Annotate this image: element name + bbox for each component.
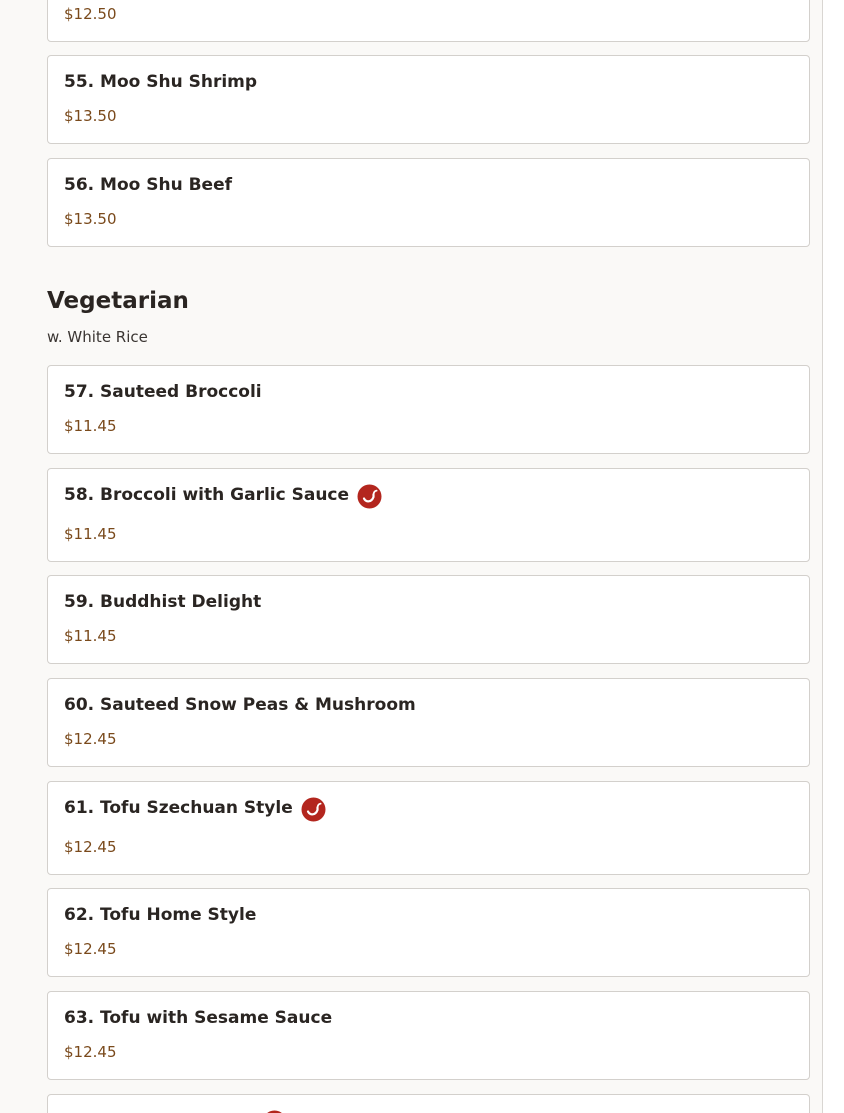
menu-item-price: $11.45 — [64, 627, 117, 645]
right-gutter — [823, 0, 844, 1113]
menu-item-name: 61. Tofu Szechuan Style — [64, 798, 293, 818]
menu-item-card[interactable] — [47, 575, 810, 664]
menu-item-card[interactable] — [47, 1094, 810, 1113]
menu-item-title-row — [64, 484, 382, 506]
menu-item-price: $12.45 — [64, 730, 117, 748]
menu-item-name: 59. Buddhist Delight — [64, 592, 262, 612]
menu-item-card[interactable] — [47, 468, 810, 562]
menu-item-price: $13.50 — [64, 107, 117, 125]
menu-item-price: $12.45 — [64, 1043, 117, 1061]
menu-item-title-row — [64, 797, 326, 819]
section-subtitle: w. White Rice — [47, 328, 148, 346]
menu-item-name: 62. Tofu Home Style — [64, 905, 257, 925]
menu-item-name: 56. Moo Shu Beef — [64, 175, 233, 195]
menu-item-price: $11.45 — [64, 525, 117, 543]
chili-pepper-icon — [357, 484, 382, 509]
menu-item-price: $12.50 — [64, 5, 117, 23]
menu-item-card[interactable] — [47, 55, 810, 144]
menu-item-name: 63. Tofu with Sesame Sauce — [64, 1008, 333, 1028]
menu-item-card[interactable] — [47, 0, 810, 42]
menu-item-card[interactable] — [47, 888, 810, 977]
menu-item-card[interactable] — [47, 365, 810, 454]
menu-item-card[interactable] — [47, 991, 810, 1080]
menu-item-card[interactable] — [47, 158, 810, 247]
chili-pepper-icon — [262, 1110, 287, 1113]
menu-item-price: $12.45 — [64, 838, 117, 856]
menu-item-price: $12.45 — [64, 940, 117, 958]
menu-item-name: 58. Broccoli with Garlic Sauce — [64, 485, 350, 505]
menu-item-card[interactable] — [47, 678, 810, 767]
menu-item-price: $11.45 — [64, 417, 117, 435]
menu-item-price: $13.50 — [64, 210, 117, 228]
section-title: Vegetarian — [47, 288, 189, 314]
menu-item-name: 60. Sauteed Snow Peas & Mushroom — [64, 695, 416, 715]
chili-pepper-icon — [301, 797, 326, 822]
menu-item-name: 57. Sauteed Broccoli — [64, 382, 262, 402]
menu-item-name: 55. Moo Shu Shrimp — [64, 72, 258, 92]
menu-item-card[interactable] — [47, 781, 810, 875]
